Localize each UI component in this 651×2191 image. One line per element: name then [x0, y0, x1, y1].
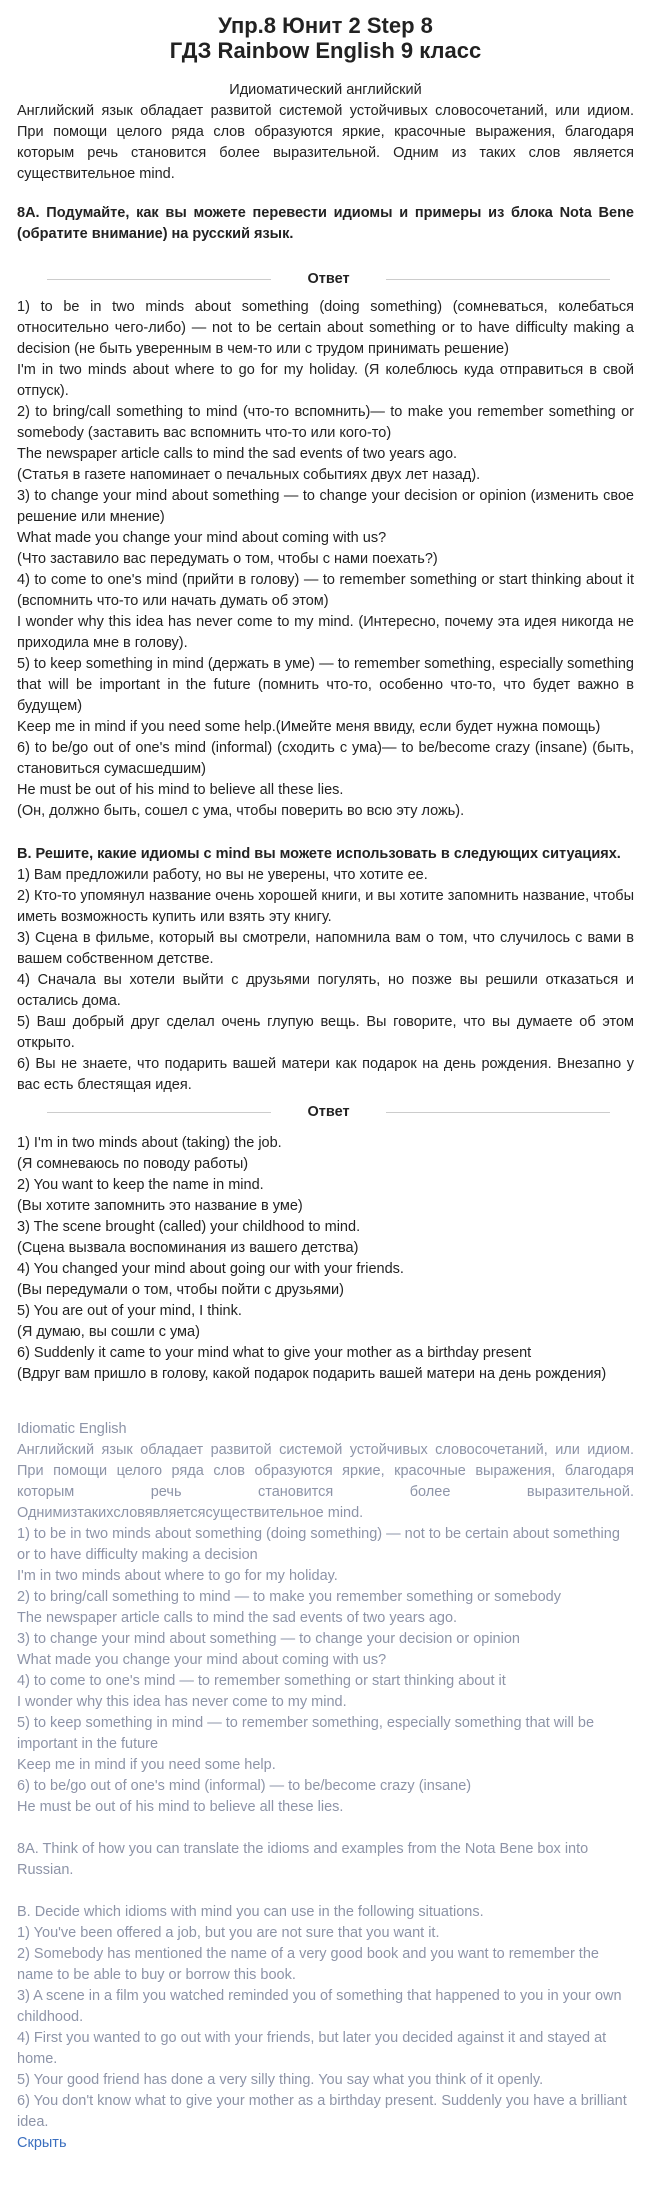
answer-a-line: I'm in two minds about where to go for my holiday. (Я колеблюсь куда отправиться в свой отпуск). [17, 362, 634, 399]
title-line-1: Упр.8 Юнит 2 Step 8 [218, 13, 433, 38]
situation-item: 6) Вы не знаете, что подарить вашей матери как подарок на день рождения. Внезапно у вас есть блестящая идея. [17, 1056, 634, 1093]
hide-link[interactable]: Скрыть [17, 2135, 67, 2151]
answer-a-line: 4) to come to one's mind (прийти в голову) — to remember something or start thinking about it (вспомнить что-то или начать думать об этом) [17, 572, 634, 609]
divider-rule-left [47, 1112, 271, 1113]
english-task-b: B. Decide which idioms with mind you can use in the following situations. [17, 1904, 484, 1920]
spacer [17, 1818, 634, 1839]
situation-item: 1) Вам предложили работу, но вы не уверены, что хотите ее. [17, 867, 428, 883]
answer-b-line: (Вы передумали о том, чтобы пойти с друзьями) [17, 1282, 344, 1298]
english-title: Idiomatic English [17, 1421, 127, 1437]
task-a-heading: 8А. Подумайте, как вы можете перевести идиомы и примеры из блока Nota Bene (обратите внимание) на русский язык. [17, 205, 634, 242]
divider-rule-right [386, 279, 610, 280]
answer-b-line: (Я думаю, вы сошли с ума) [17, 1324, 200, 1340]
english-situation: 2) Somebody has mentioned the name of a very good book and you want to remember the name to be able to buy or borrow this book. [17, 1946, 599, 1983]
answer-label: Ответ [307, 271, 350, 287]
answer-b-line: (Вы хотите запомнить это название в уме) [17, 1198, 303, 1214]
answer-b [17, 1133, 634, 1385]
english-situation: 4) First you wanted to go out with your friends, but later you decided against it and stayed at home. [17, 2030, 607, 2067]
english-original-block [17, 1419, 634, 2133]
spacer [17, 1881, 634, 1902]
english-line: 2) to bring/call something to mind — to make you remember something or somebody [17, 1589, 561, 1605]
situation-item: 2) Кто-то упомянул название очень хорошей книги, и вы хотите запомнить название, чтобы иметь возможность купить или взять эту книгу. [17, 888, 634, 925]
answer-b-line: 3) The scene brought (called) your childhood to mind. [17, 1219, 361, 1235]
answer-a-line: 6) to be/go out of one's mind (informal) (сходить с ума)— to be/become crazy (insane) (быть, становиться сумасшедшим) [17, 740, 634, 777]
english-task-a: 8A. Think of how you can translate the idioms and examples from the Nota Bene box into Russian. [17, 1841, 589, 1878]
answer-a-line: I wonder why this idea has never come to my mind. (Интересно, почему эта идея никогда не приходила мне в голову). [17, 614, 634, 651]
english-line: 5) to keep something in mind — to remember something, especially something that will be important in the future [17, 1715, 595, 1752]
answer-b-line: 5) You are out of your mind, I think. [17, 1303, 242, 1319]
english-line: The newspaper article calls to mind the sad events of two years ago. [17, 1610, 458, 1626]
title-line-2: ГДЗ Rainbow English 9 класс [169, 38, 482, 63]
situations-b [17, 865, 634, 1096]
answer-b-line: 4) You changed your mind about going our with your friends. [17, 1261, 404, 1277]
english-line: 4) to come to one's mind — to remember something or start thinking about it [17, 1673, 506, 1689]
answer-a-line: 3) to change your mind about something — to change your decision or opinion (изменить свое решение или мнение) [17, 488, 634, 525]
answer-a-line: (Статья в газете напоминает о печальных событиях двух лет назад). [17, 467, 481, 483]
answer-a-line: 2) to bring/call something to mind (что-то вспомнить)— to make you remember something or somebody (заставить вас вспомнить что-то или кого-то) [17, 404, 634, 441]
english-situation: 5) Your good friend has done a very silly thing. You say what you think of it openly. [17, 2072, 544, 2088]
english-line: 3) to change your mind about something — to change your decision or opinion [17, 1631, 520, 1647]
answer-a-line: What made you change your mind about coming with us? [17, 530, 387, 546]
answer-b-line: (Вдруг вам пришло в голову, какой подарок подарить вашей матери на день рождения) [17, 1366, 607, 1382]
answer-b-line: 2) You want to keep the name in mind. [17, 1177, 264, 1193]
answer-a-line: The newspaper article calls to mind the sad events of two years ago. [17, 446, 458, 462]
english-intro: Английский язык обладает развитой системой устойчивых словосочетаний, или идиом. При помощи целого ряда слов образуются яркие, красочные выражения, благодаря которым речь становится более выразительной. Однимизтакихсловявляетсясуществительное mind. [17, 1442, 634, 1521]
situation-item: 5) Ваш добрый друг сделал очень глупую вещь. Вы говорите, что вы думаете об этом открыто. [17, 1014, 634, 1051]
answer-a-line: Keep me in mind if you need some help.(Имейте меня ввиду, если будет нужна помощь) [17, 719, 601, 735]
answer-b-line: 1) I'm in two minds about (taking) the job. [17, 1135, 282, 1151]
answer-b-line: (Я сомневаюсь по поводу работы) [17, 1156, 249, 1172]
english-line: He must be out of his mind to believe all these lies. [17, 1799, 344, 1815]
situation-item: 3) Сцена в фильме, который вы смотрели, напомнила вам о том, что случилось с вами в вашем собственном детстве. [17, 930, 634, 967]
answer-b-line: (Сцена вызвала воспоминания из вашего детства) [17, 1240, 359, 1256]
answer-divider-b [17, 1100, 634, 1124]
answer-a-line: 5) to keep something in mind (держать в уме) — to remember something, especially something that will be important in the future (помнить что-то, особенно что-то, что будет важно в будущем) [17, 656, 634, 714]
intro-text: Английский язык обладает развитой системой устойчивых словосочетаний, или идиом. При помощи целого ряда слов образуются яркие, красочные выражения, благодаря которым речь становится более выразительной. Одним из таких слов является существительное mind. [17, 103, 634, 182]
answer-a-line: (Что заставило вас передумать о том, чтобы с нами поехать?) [17, 551, 438, 567]
task-b-heading: В. Решите, какие идиомы с mind вы можете использовать в следующих ситуациях. [17, 846, 621, 862]
answer-a-line: 1) to be in two minds about something (doing something) (сомневаться, колебаться относительно чего-либо) — not to be certain about something or to have difficulty making a decision (не быть уверенным в чем-то или с трудом принимать решение) [17, 299, 634, 357]
divider-rule-left [47, 279, 271, 280]
english-line: 1) to be in two minds about something (doing something) — not to be certain about something or to have difficulty making a decision [17, 1526, 620, 1563]
answer-a-line: (Он, должно быть, сошел с ума, чтобы поверить во всю эту ложь). [17, 803, 465, 819]
english-line: What made you change your mind about coming with us? [17, 1652, 387, 1668]
english-situation: 6) You don't know what to give your mother as a birthday present. Suddenly you have a brilliant idea. [17, 2093, 627, 2130]
english-situation: 1) You've been offered a job, but you are not sure that you want it. [17, 1925, 440, 1941]
english-line: Keep me in mind if you need some help. [17, 1757, 276, 1773]
divider-rule-right [386, 1112, 610, 1113]
english-line: I'm in two minds about where to go for my holiday. [17, 1568, 338, 1584]
english-line: I wonder why this idea has never come to my mind. [17, 1694, 347, 1710]
answer-a [17, 297, 634, 822]
intro-title: Идиоматический английский [229, 82, 422, 98]
answer-b-line: 6) Suddenly it came to your mind what to give your mother as a birthday present [17, 1345, 532, 1361]
situation-item: 4) Сначала вы хотели выйти с друзьями погулять, но позже вы решили отказаться и остались дома. [17, 972, 634, 1009]
answer-a-line: He must be out of his mind to believe all these lies. [17, 782, 344, 798]
answer-divider [17, 267, 634, 291]
english-situation: 3) A scene in a film you watched reminded you of something that happened to you in your own childhood. [17, 1988, 622, 2025]
answer-label-b: Ответ [307, 1104, 350, 1120]
english-line: 6) to be/go out of one's mind (informal) — to be/become crazy (insane) [17, 1778, 472, 1794]
page-title [17, 0, 634, 63]
